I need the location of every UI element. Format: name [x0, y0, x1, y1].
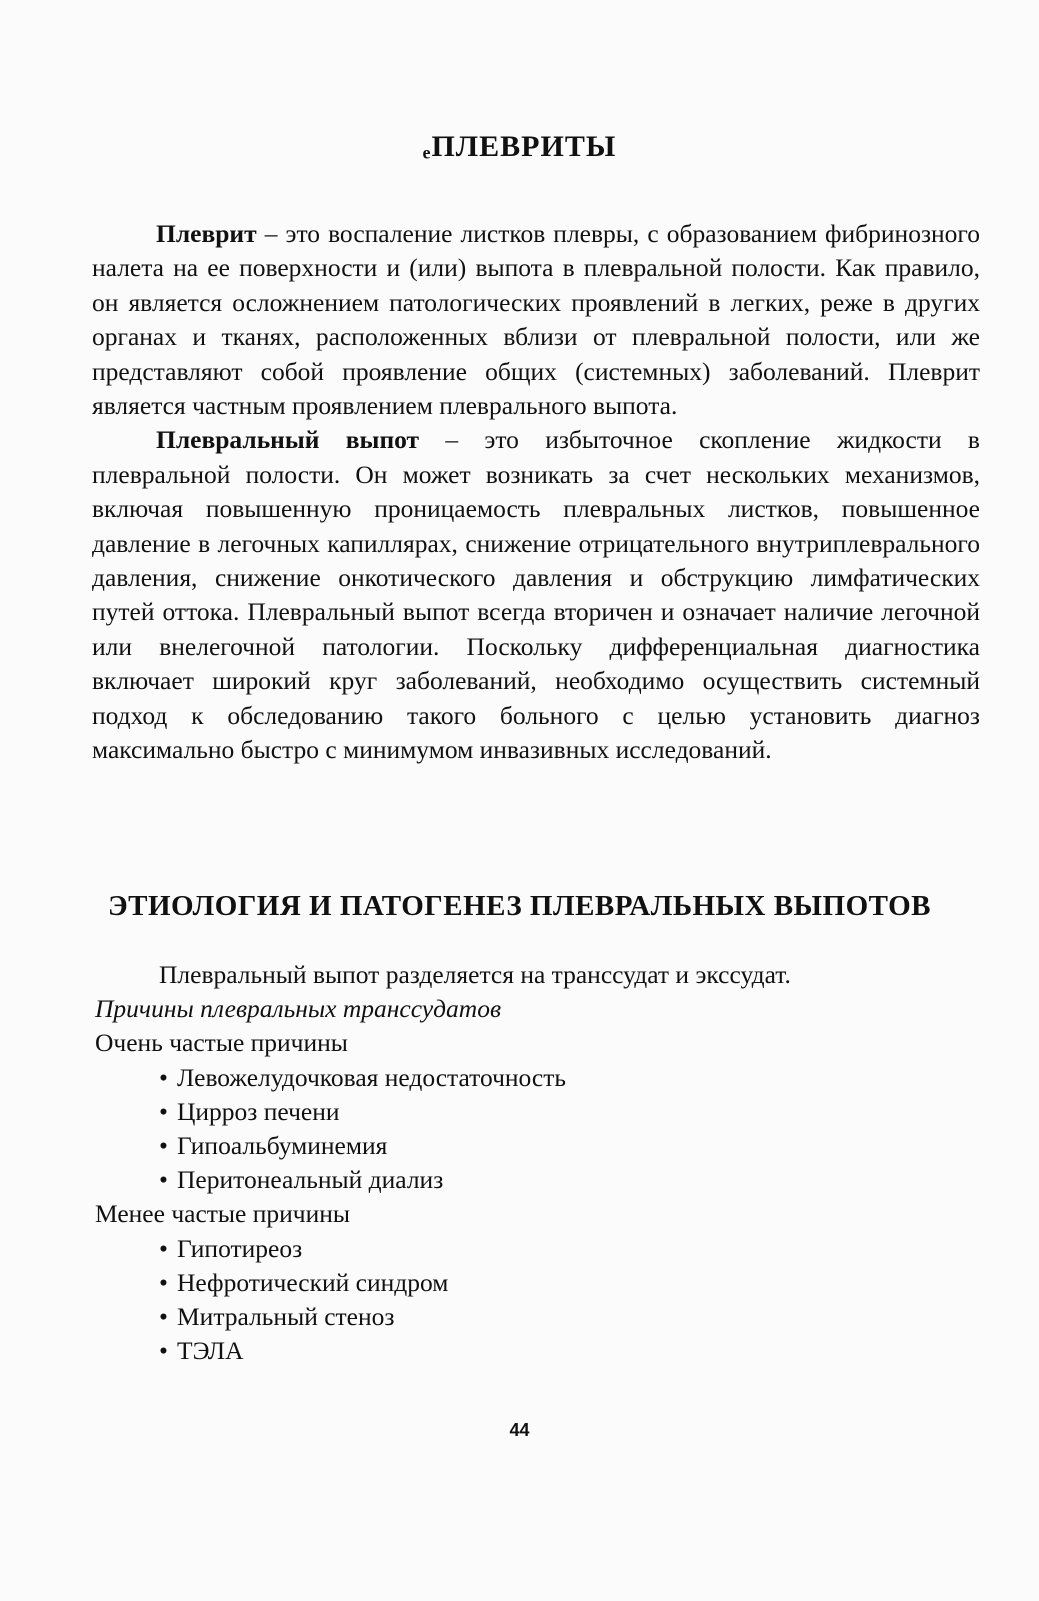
page-title: ₑПЛЕВРИТЫ: [422, 130, 617, 163]
list-item: • Цирроз печени: [159, 1095, 983, 1129]
cause-list-very-common: [95, 1061, 983, 1198]
term-pleural-effusion: Плевральный выпот: [156, 425, 420, 455]
bullet-icon: •: [159, 1131, 168, 1161]
bullet-icon: •: [159, 1336, 168, 1366]
list-item: • Перитонеальный диализ: [159, 1163, 983, 1197]
etiology-section: [95, 958, 983, 1368]
paragraph-text: – это избыточное скопление жидкости в плевральной полости. Он может возникать за счет нескольких механизмов, включая повышенную проницаемость плевральных листков, повышенное давление в легочных капиллярах, снижение отрицательного внутриплеврального давления, снижение онкотического давления и обструкцию лимфатических путей оттока. Плевральный выпот всегда вторичен и означает наличие легочной или внелегочной патологии. Поскольку дифференциальная диагностика включает широкий круг заболеваний, необходимо осуществить системный подход к обследованию такого больного с целью установить диагноз максимально быстро с минимумом инвазивных исследований.: [92, 425, 980, 765]
bullet-icon: •: [159, 1062, 168, 1092]
paragraph-text: – это воспаление листков плевры, с образованием фибринозного налета на ее поверхности и (или) выпота в плевральной полости. Как правило, он является осложнением патологических проявлений в легких, реже в других органах и тканях, расположенных вблизи от плевральной полости, или же представляют собой проявление общих (системных) заболеваний. Плеврит является частным проявлением плеврального выпота.: [92, 219, 980, 421]
list-item: • Гипоальбуминемия: [159, 1129, 983, 1163]
group-label-less-common: Менее частые причины: [95, 1199, 351, 1229]
subheading-transudate-causes: Причины плевральных транссудатов: [95, 994, 502, 1024]
cause-list-less-common: [95, 1232, 983, 1369]
paragraph-pleural-effusion: [92, 423, 980, 767]
paragraph-pleurisy: [92, 217, 980, 423]
page-number: 44: [509, 1420, 530, 1440]
bullet-icon: •: [159, 1096, 168, 1126]
intro-sentence: Плевральный выпот разделяется на транссудат и экссудат.: [159, 960, 791, 989]
body-text: [92, 217, 980, 768]
bullet-icon: •: [159, 1302, 168, 1332]
list-item: • Митральный стеноз: [159, 1300, 983, 1334]
group-label-very-common: Очень частые причины: [95, 1028, 348, 1058]
bullet-icon: •: [159, 1233, 168, 1263]
list-item: • Нефротический синдром: [159, 1266, 983, 1300]
list-item: • Левожелудочковая недостаточность: [159, 1061, 983, 1095]
bullet-icon: •: [159, 1165, 168, 1195]
list-item: • ТЭЛА: [159, 1334, 983, 1368]
section-heading: ЭТИОЛОГИЯ И ПАТОГЕНЕЗ ПЛЕВРАЛЬНЫХ ВЫПОТОВ: [107, 890, 932, 922]
term-pleurisy: Плеврит: [156, 219, 257, 248]
bullet-icon: •: [159, 1267, 168, 1297]
list-item: • Гипотиреоз: [159, 1232, 983, 1266]
